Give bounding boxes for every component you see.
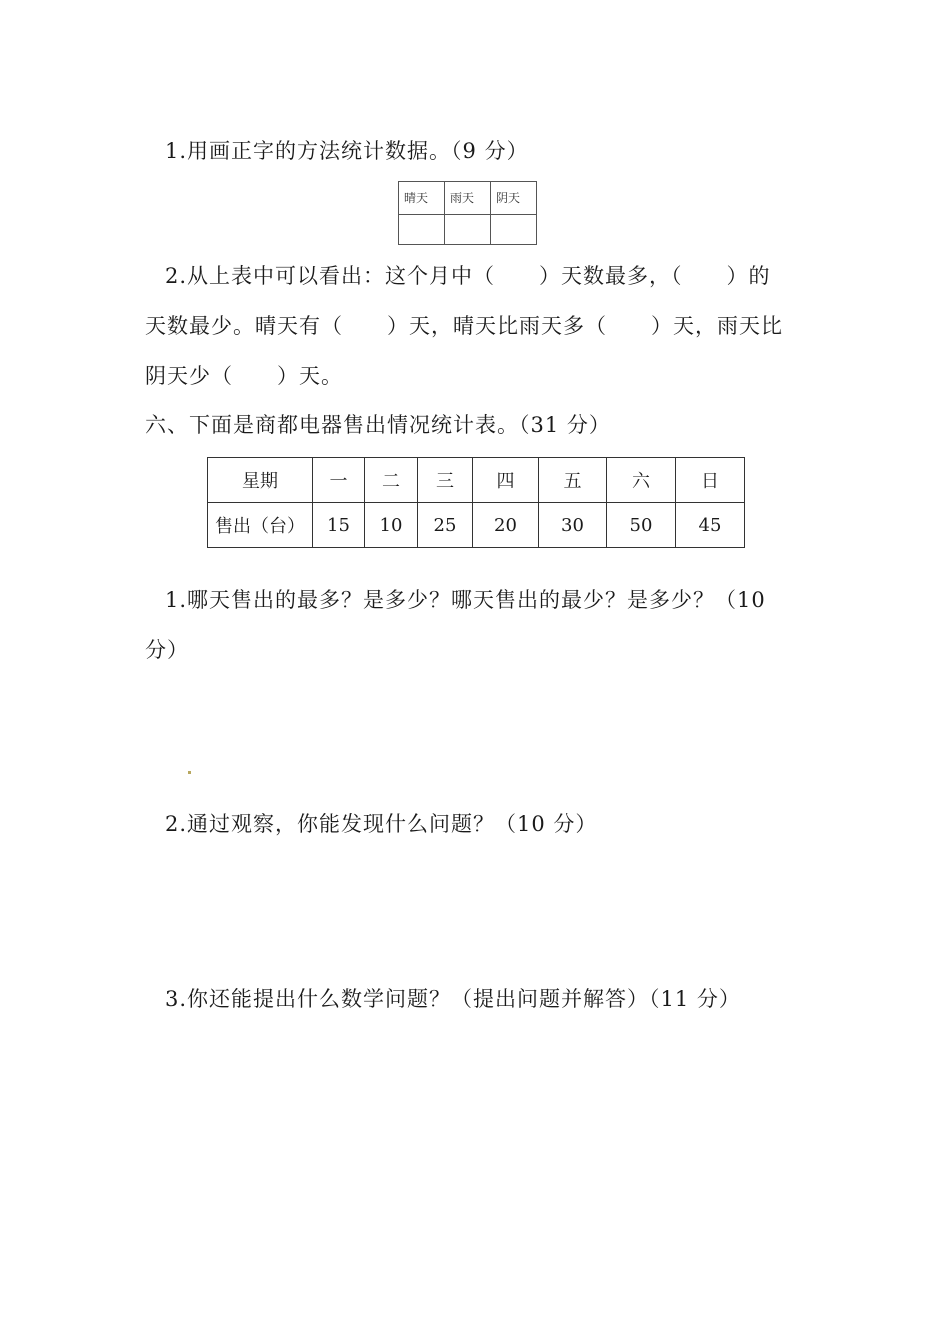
day-cell: 三 — [418, 458, 473, 503]
sold-cell: 20 — [473, 503, 539, 548]
day-cell: 二 — [365, 458, 418, 503]
day-cell: 一 — [313, 458, 365, 503]
scan-speck — [188, 771, 191, 774]
question-5-2-line1: 2.从上表中可以看出：这个月中（ ）天数最多，（ ）的 — [165, 264, 771, 288]
question-6-2: 2.通过观察，你能发现什么问题？（10 分） — [165, 812, 598, 836]
question-6-3: 3.你还能提出什么数学问题？（提出问题并解答）（11 分） — [165, 987, 741, 1011]
day-cell: 六 — [607, 458, 676, 503]
question-6-1-line2: 分） — [145, 638, 189, 662]
tally-cell-rainy[interactable] — [445, 215, 491, 245]
question-5-2-line3: 阴天少（ ）天。 — [145, 364, 343, 388]
header-cloudy: 阴天 — [491, 182, 537, 215]
section-6-title: 六、下面是商都电器售出情况统计表。（31 分） — [145, 413, 611, 437]
sold-cell: 15 — [313, 503, 365, 548]
tally-cell-cloudy[interactable] — [491, 215, 537, 245]
header-rainy: 雨天 — [445, 182, 491, 215]
sold-cell: 10 — [365, 503, 418, 548]
sold-cell: 45 — [676, 503, 745, 548]
row-header-weekday: 星期 — [208, 458, 313, 503]
question-5-1: 1.用画正字的方法统计数据。（9 分） — [165, 139, 529, 163]
day-cell: 日 — [676, 458, 745, 503]
sold-cell: 50 — [607, 503, 676, 548]
question-6-1-line1: 1.哪天售出的最多？是多少？哪天售出的最少？是多少？（10 — [165, 588, 766, 612]
sold-cell: 30 — [539, 503, 607, 548]
tally-cell-sunny[interactable] — [399, 215, 445, 245]
sold-cell: 25 — [418, 503, 473, 548]
row-header-sold: 售出（台） — [208, 503, 313, 548]
sales-table — [207, 457, 745, 548]
question-5-2-line2: 天数最少。晴天有（ ）天，晴天比雨天多（ ）天，雨天比 — [145, 314, 783, 338]
weather-tally-table — [398, 181, 537, 245]
header-sunny: 晴天 — [399, 182, 445, 215]
day-cell: 五 — [539, 458, 607, 503]
day-cell: 四 — [473, 458, 539, 503]
